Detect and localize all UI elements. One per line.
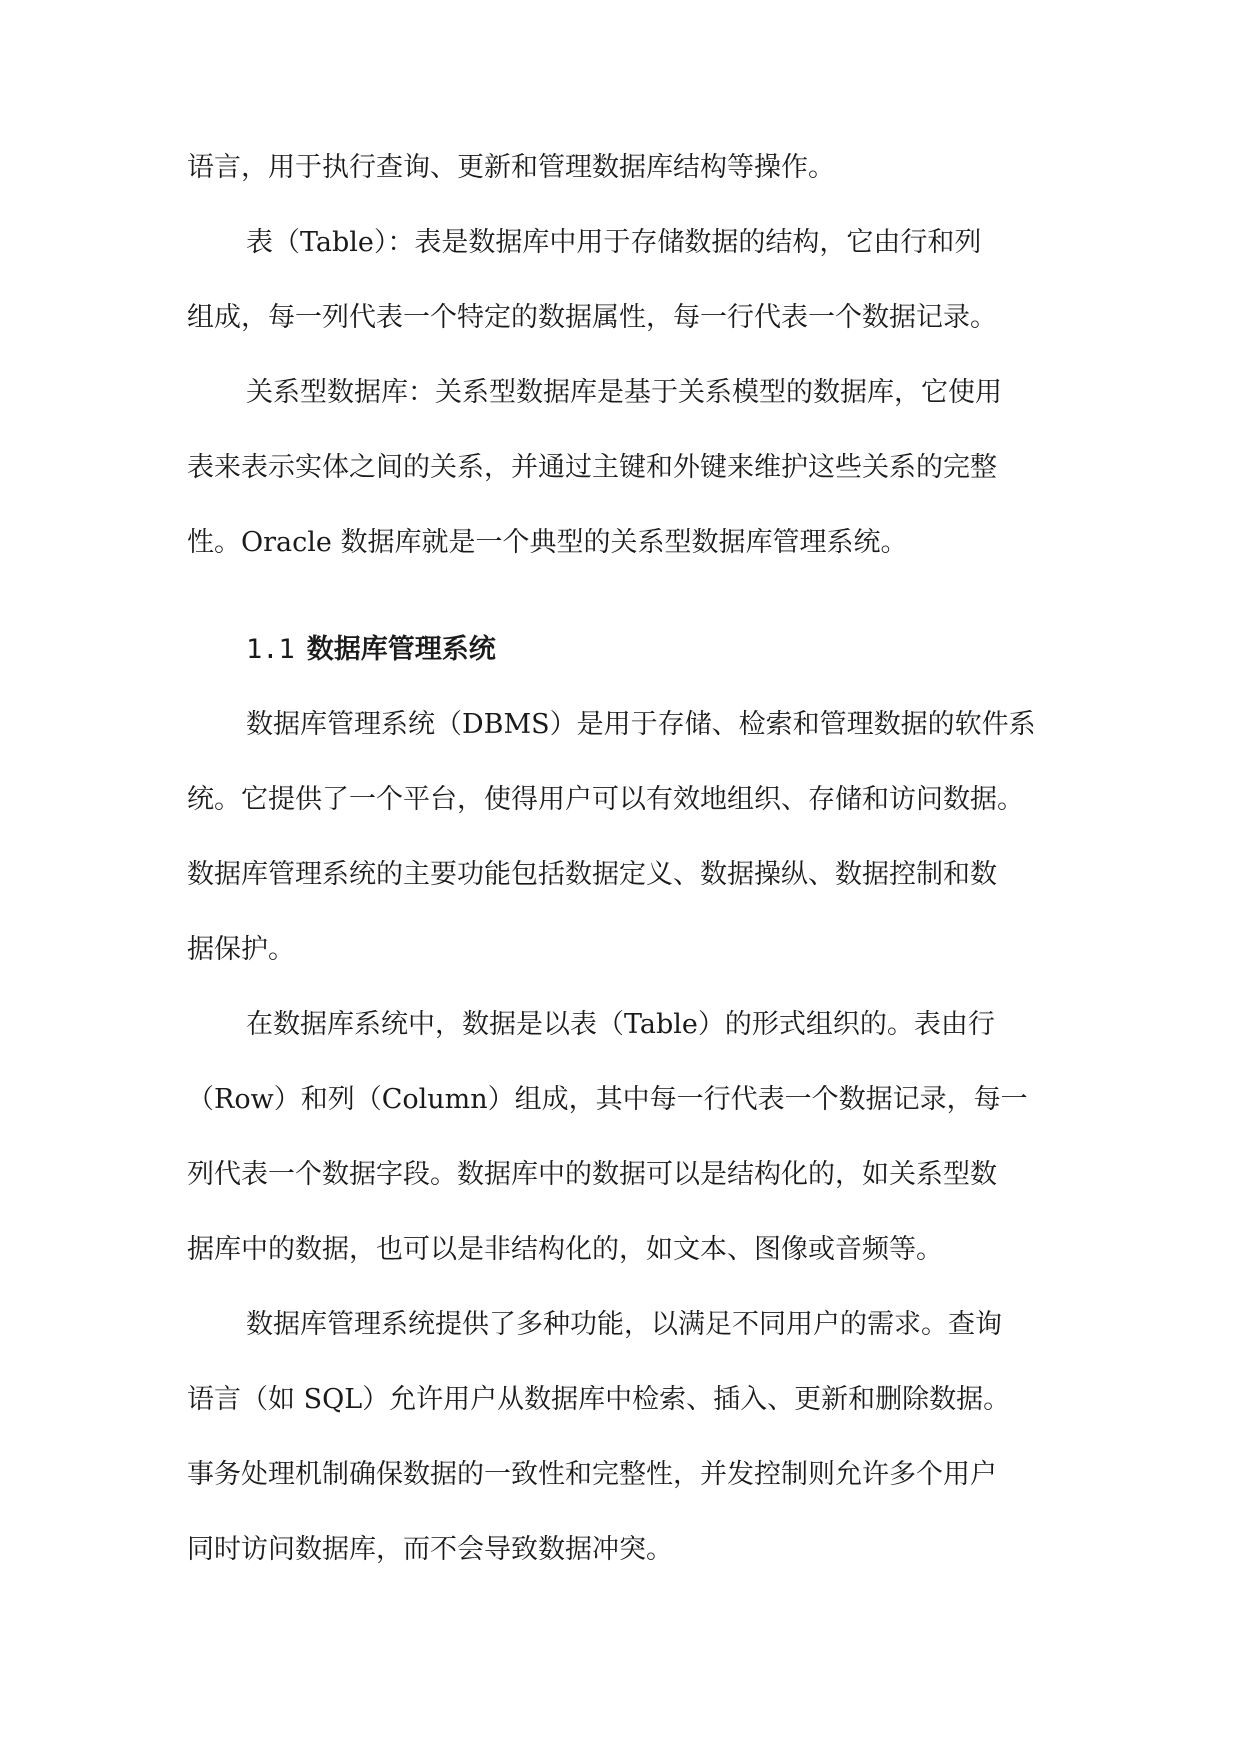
section-heading xyxy=(187,624,1067,699)
document-body xyxy=(187,142,1067,1599)
paragraph-line: 统。它提供了一个平台，使得用户可以有效地组织、存储和访问数据。 xyxy=(187,784,1024,815)
paragraph-line: 表（Table）：表是数据库中用于存储数据的结构，它由行和列 xyxy=(246,227,982,258)
paragraph-line: 性。Oracle 数据库就是一个典型的关系型数据库管理系统。 xyxy=(187,527,908,558)
paragraph-line: 同时访问数据库，而不会导致数据冲突。 xyxy=(187,1534,673,1565)
paragraph-line: 据库中的数据，也可以是非结构化的，如文本、图像或音频等。 xyxy=(187,1234,943,1265)
section-spacer xyxy=(187,592,1067,624)
paragraph-line: 数据库管理系统（DBMS）是用于存储、检索和管理数据的软件系 xyxy=(246,709,1036,740)
paragraph-line: 数据库管理系统提供了多种功能，以满足不同用户的需求。查询 xyxy=(246,1309,1002,1340)
paragraph-line: 列代表一个数据字段。数据库中的数据可以是结构化的，如关系型数 xyxy=(187,1159,997,1190)
paragraph-line: 事务处理机制确保数据的一致性和完整性，并发控制则允许多个用户 xyxy=(187,1459,997,1490)
paragraph-line: 组成，每一列代表一个特定的数据属性，每一行代表一个数据记录。 xyxy=(187,302,997,333)
paragraph-line: 关系型数据库：关系型数据库是基于关系模型的数据库，它使用 xyxy=(246,377,1002,408)
section-number: 1.1 xyxy=(246,634,295,665)
paragraph-line: 表来表示实体之间的关系，并通过主键和外键来维护这些关系的完整 xyxy=(187,452,997,483)
paragraph-line: （Row）和列（Column）组成，其中每一行代表一个数据记录，每一 xyxy=(187,1084,1028,1115)
section-title: 数据库管理系统 xyxy=(306,634,496,665)
paragraph-line: 在数据库系统中，数据是以表（Table）的形式组织的。表由行 xyxy=(246,1009,995,1040)
paragraph-line: 语言，用于执行查询、更新和管理数据库结构等操作。 xyxy=(187,152,835,183)
paragraph-line: 据保护。 xyxy=(187,934,295,965)
paragraph-line: 数据库管理系统的主要功能包括数据定义、数据操纵、数据控制和数 xyxy=(187,859,997,890)
paragraph-line: 语言（如 SQL）允许用户从数据库中检索、插入、更新和删除数据。 xyxy=(187,1384,1011,1415)
